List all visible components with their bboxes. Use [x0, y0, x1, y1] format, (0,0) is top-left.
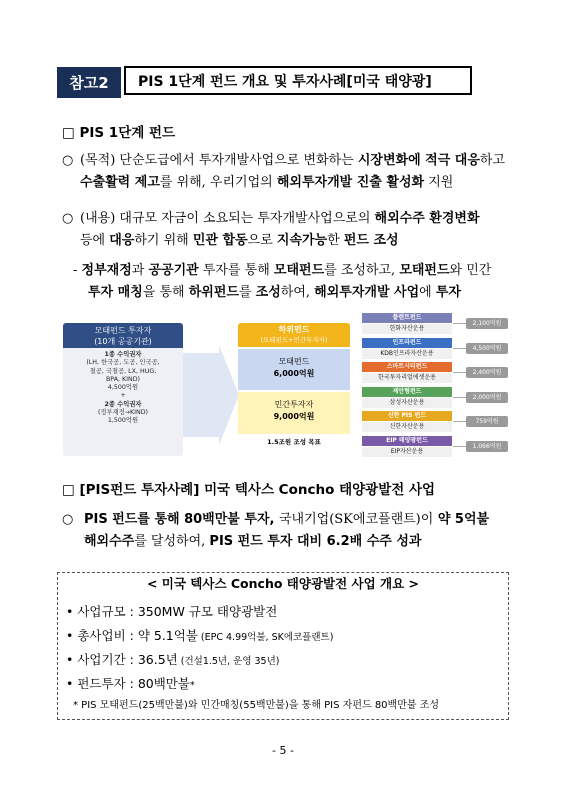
overview-item: [66, 602, 277, 620]
case-bullet: ○: [62, 512, 74, 527]
class2-amount: 1,500억원: [107, 417, 139, 425]
sub-fund-manager: 삼성자산운용: [362, 398, 452, 408]
bullet: •: [66, 604, 74, 619]
overview-item-text: 사업규모 : 350MW 규모 태양광발전: [77, 604, 278, 619]
sub-fund-row: [362, 338, 508, 360]
private-investor-amount: 9,000억원: [273, 412, 315, 421]
sub-fund-name: 스마트시티펀드: [362, 362, 452, 372]
bullet: •: [66, 652, 74, 667]
sub-fund-row: [362, 313, 508, 335]
sub-fund-subtitle: (모태펀드+민간투자자): [260, 336, 328, 344]
sub-fund-manager: 한화자산운용: [362, 324, 452, 334]
connector-line: [453, 323, 466, 324]
purpose-line1: (목적) 단순도급에서 투자개발사업으로 변화하는 시장변화에 적극 대응하고: [80, 153, 506, 168]
project-overview-footnote: * PIS 모태펀드(25백만불)와 민간매칭(55백만불)을 통해 PIS 자펀드 80백만불 조성: [73, 700, 440, 711]
class1-amount: 4,500억원: [107, 384, 139, 392]
reference-title: PIS 1단계 펀드 개요 및 투자사례[미국 태양광]: [124, 66, 472, 95]
class1-members-1: (LH, 한국공, 도공, 인국공,: [86, 359, 160, 367]
parent-fund-block: [238, 349, 350, 390]
overview-item-note: *: [189, 680, 195, 691]
connector-line: [453, 421, 466, 422]
content-bullet: ○: [62, 211, 74, 226]
parent-fund-investor-header: [63, 323, 183, 348]
sub-fund-amount: 2,100억원: [466, 318, 508, 329]
bullet: •: [66, 628, 74, 643]
overview-item-note: (EPC 4.99억불, SK에코플랜트): [197, 632, 334, 643]
class2-members: (정부재정→KIND): [97, 409, 149, 417]
connector-line: [453, 397, 466, 398]
sub-line1: - 정부재정과 공공기관 투자를 통해 모태펀드를 조성하고, 모태펀드와 민간: [73, 263, 492, 278]
connector-line: [453, 446, 466, 447]
sub-fund-manager: 한국투자리얼에셋운용: [362, 373, 452, 383]
parent-fund-label: 모태펀드: [278, 357, 310, 366]
parent-fund-amount: 6,000억원: [273, 369, 315, 378]
parent-fund-investor-body: [66, 351, 180, 426]
class1-members-2: 철공, 국철공, LX, HUG,: [89, 367, 157, 375]
sub-fund-name: EIP 태양광펀드: [362, 436, 452, 446]
connector-line: [453, 372, 466, 373]
sub-fund-name: 플랜트펀드: [362, 313, 452, 323]
sub-fund-row: [362, 362, 508, 384]
overview-item-text: 총사업비 : 약 5.1억불: [77, 628, 198, 643]
case-line1: PIS 펀드를 통해 80백만불 투자, 국내기업(SK에코플랜트)이 약 5억불: [84, 512, 490, 527]
section2-heading: □ [PIS펀드 투자사례] 미국 텍사스 Concho 태양광발전 사업: [62, 482, 436, 498]
overview-item: [66, 674, 195, 692]
sub-fund-amount: 759억원: [466, 416, 508, 427]
sub-fund-amount: 2,000억원: [466, 392, 508, 403]
project-overview-title: < 미국 텍사스 Concho 태양광발전 사업 개요 >: [146, 576, 420, 591]
section1-heading: □ PIS 1단계 펀드: [62, 125, 176, 141]
page-number: - 5 -: [272, 744, 294, 757]
class1-title: 1종 수익권자: [104, 351, 142, 358]
fund-target-note: 1.5조원 조성 목표: [267, 438, 321, 446]
sub-fund-amount: 1,066억원: [466, 441, 508, 452]
purpose-bullet: ○: [62, 153, 74, 168]
parent-fund-investor-title: 모태펀드 투자자: [94, 326, 152, 335]
bullet: •: [66, 676, 74, 691]
connector-line: [453, 348, 466, 349]
sub-fund-manager: KDB인프라자산운용: [362, 349, 452, 359]
content-line2: 등에 대응하기 위해 민관 합동으로 지속가능한 펀드 조성: [80, 233, 399, 248]
sub-fund-name: 제안형펀드: [362, 387, 452, 397]
overview-item: [66, 626, 333, 644]
flow-arrow-icon: [183, 345, 239, 445]
private-investor-label: 민간투자자: [274, 400, 314, 409]
sub-fund-amount: 4,500억원: [466, 343, 508, 354]
overview-item-note: (건설1.5년, 운영 35년): [177, 656, 280, 667]
purpose-line2: 수출활력 제고를 위해, 우리기업의 해외투자개발 진출 활성화 지원: [80, 175, 454, 190]
sub-fund-amount: 2,400억원: [466, 367, 508, 378]
sub-fund-name: 인프라펀드: [362, 338, 452, 348]
overview-item-text: 사업기간 : 36.5년: [77, 652, 178, 667]
sub-line2: 투자 매칭을 통해 하위펀드를 조성하여, 해외투자개발 사업에 투자: [88, 285, 461, 300]
class1-members-3: BPA, KIND): [105, 375, 141, 383]
plus-sign: +: [120, 392, 126, 400]
sub-fund-header: [238, 323, 350, 347]
sub-fund-row: [362, 411, 508, 433]
overview-item: [66, 650, 280, 668]
sub-fund-manager: EIP자산운용: [362, 447, 452, 457]
parent-fund-investor-subtitle: (10개 공공기관): [94, 337, 152, 346]
sub-fund-title: 하위펀드: [278, 325, 310, 334]
sub-fund-manager: 신한자산운용: [362, 422, 452, 432]
reference-tag: 참고2: [57, 67, 121, 98]
private-investor-block: [238, 392, 350, 434]
sub-fund-row: [362, 387, 508, 409]
overview-item-text: 펀드투자 : 80백만불: [77, 676, 190, 691]
content-line1: (내용) 대규모 자금이 소요되는 투자개발사업으로의 해외수주 환경변화: [80, 211, 480, 226]
class2-title: 2종 수익권자: [104, 400, 142, 408]
sub-fund-row: [362, 436, 508, 458]
case-line2: 해외수주를 달성하여, PIS 펀드 투자 대비 6.2배 수주 성과: [84, 534, 422, 549]
sub-fund-name: 신한 PIS 펀드: [362, 411, 452, 421]
